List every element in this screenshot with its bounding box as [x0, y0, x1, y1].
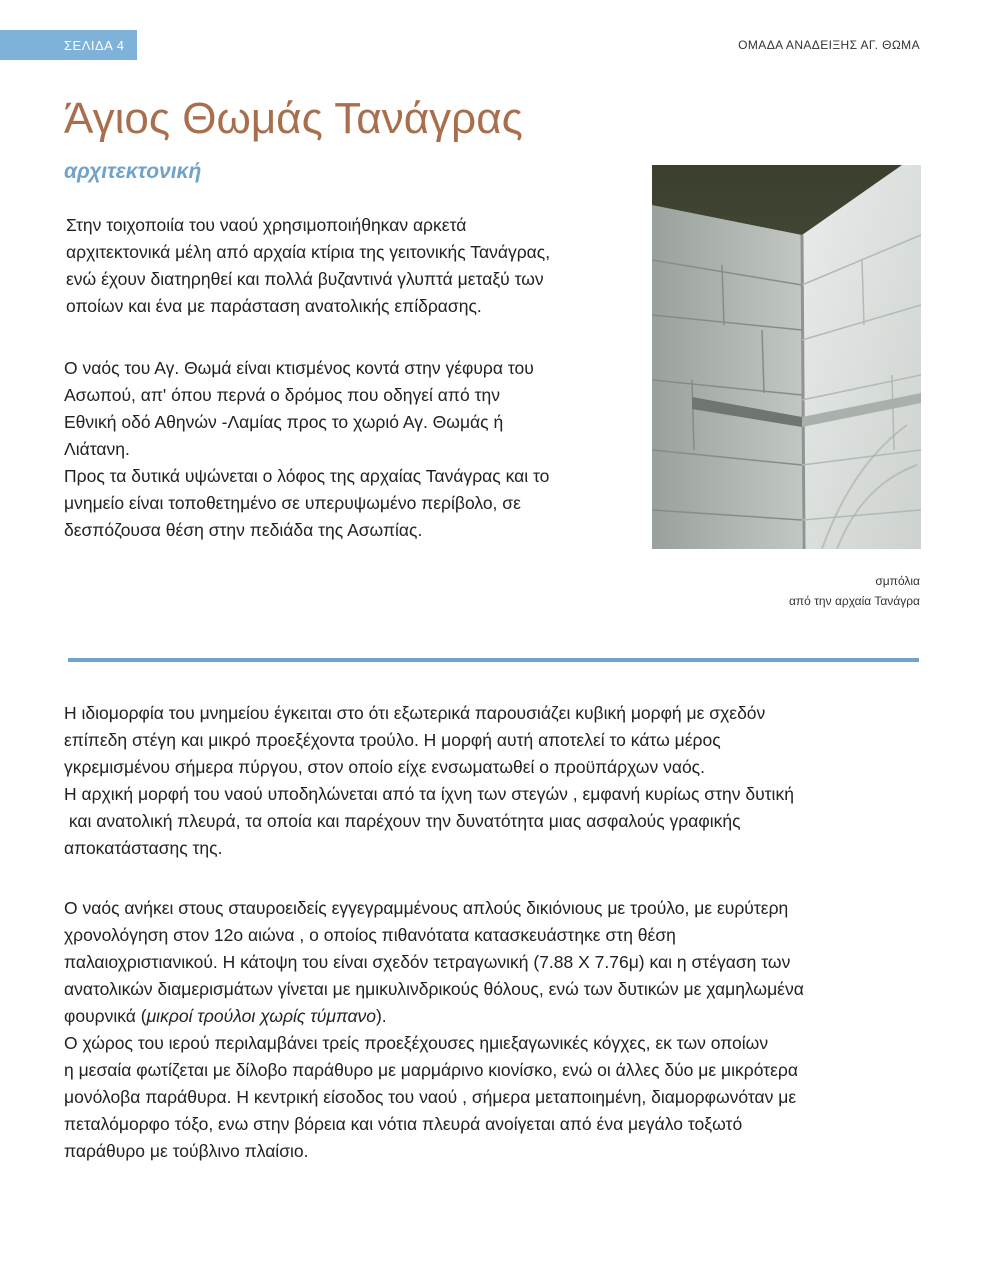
text-line: Ο ναός του Αγ. Θωμά είναι κτισμένος κοντά στην γέφυρα του	[64, 358, 534, 378]
typology-paragraph	[64, 895, 924, 1165]
text-line: οποίων και ένα με παράσταση ανατολικής επίδρασης.	[66, 296, 482, 316]
form-paragraph	[64, 700, 924, 862]
text-line: μνημείο είναι τοποθετημένο σε υπερυψωμένο περίβολο, σε	[64, 493, 521, 513]
section-divider	[68, 658, 919, 662]
text-line: Στην τοιχοποιία του ναού χρησιμοποιήθηκαν αρκετά	[66, 215, 467, 235]
text-fragment: φουρνικά (	[64, 1006, 147, 1026]
text-fragment: ).	[375, 1006, 387, 1026]
text-line: και ανατολική πλευρά, τα οποία και παρέχουν την δυνατότητα μιας ασφαλούς γραφικής	[64, 811, 741, 831]
text-line: μονόλοβα παράθυρα. Η κεντρική είσοδος του ναού , σήμερα μεταποιημένη, διαμορφωνόταν με	[64, 1087, 797, 1107]
text-line: Ο ναός ανήκει στους σταυροειδείς εγγεγραμμένους απλούς δικιόνιους με τρούλο, με ευρύτερη	[64, 898, 789, 918]
text-line: αποκατάστασης της.	[64, 838, 223, 858]
page-number-tab	[0, 30, 137, 60]
text-line: αρχιτεκτονικά μέλη από αρχαία κτίρια της γειτονικής Τανάγρας,	[66, 242, 551, 262]
italic-note: μικροί τρούλοι χωρίς τύμπανο	[146, 1006, 376, 1026]
text-line: δεσπόζουσα θέση στην πεδιάδα της Ασωπίας.	[64, 520, 423, 540]
page-number-label: ΣΕΛΙΔΑ 4	[64, 37, 125, 53]
text-line: Προς τα δυτικά υψώνεται ο λόφος της αρχαίας Τανάγρας και το	[64, 466, 550, 486]
text-line: παλαιοχριστιανικού. Η κάτοψη του είναι σχεδόν τετραγωνική (7.88 Χ 7.76μ) και η στέγαση των	[64, 952, 791, 972]
text-line: Η ιδιομορφία του μνημείου έγκειται στο ότι εξωτερικά παρουσιάζει κυβική μορφή με σχεδόν	[64, 703, 766, 723]
intro-paragraph	[66, 212, 626, 320]
caption-line: σμπόλια	[875, 574, 920, 588]
stone-wall-photo	[652, 165, 921, 549]
location-paragraph	[64, 355, 634, 544]
page-title: Άγιος Θωμάς Τανάγρας	[64, 94, 523, 143]
text-line: ανατολικών διαμερισμάτων γίνεται με ημικυλινδρικούς θόλους, ενώ των δυτικών με χαμηλωμένα	[64, 979, 804, 999]
text-line: Ασωπού, απ' όπου περνά ο δρόμος που οδηγεί από την	[64, 385, 500, 405]
caption-line: από την αρχαία Τανάγρα	[788, 594, 920, 608]
text-line: Εθνική οδό Αθηνών -Λαμίας προς το χωριό Αγ. Θωμάς ή	[64, 412, 504, 432]
section-subtitle: αρχιτεκτονική	[64, 160, 202, 183]
text-line: Λιάτανη.	[64, 439, 130, 459]
text-line: παράθυρο με τούβλινο πλαίσιο.	[64, 1141, 309, 1161]
header-group-name: ΟΜΑΔΑ ΑΝΑΔΕΙΞΗΣ ΑΓ. ΘΩΜΑ	[738, 38, 920, 52]
photo-caption	[789, 571, 920, 611]
text-line: γκρεμισμένου σήμερα πύργου, στον οποίο είχε ενσωματωθεί ο προϋπάρχων ναός.	[64, 757, 705, 777]
text-line: επίπεδη στέγη και μικρό προεξέχοντα τρούλο. Η μορφή αυτή αποτελεί το κάτω μέρος	[64, 730, 721, 750]
text-line: χρονολόγηση στον 12ο αιώνα , ο οποίος πιθανότατα κατασκευάστηκε στη θέση	[64, 925, 676, 945]
text-line: πεταλόμορφο τόξο, ενω στην βόρεια και νότια πλευρά ανοίγεται από ένα μεγάλο τοξωτό	[64, 1114, 743, 1134]
text-line: Η αρχική μορφή του ναού υποδηλώνεται από τα ίχνη των στεγών , εμφανή κυρίως στην δυτική	[64, 784, 794, 804]
text-line: ενώ έχουν διατηρηθεί και πολλά βυζαντινά γλυπτά μεταξύ των	[66, 269, 544, 289]
text-line: η μεσαία φωτίζεται με δίλοβο παράθυρο με μαρμάρινο κιονίσκο, ενώ οι άλλες δύο με μικρότερα	[64, 1060, 798, 1080]
text-line: Ο χώρος του ιερού περιλαμβάνει τρείς προεξέχουσες ημιεξαγωνικές κόγχες, εκ των οποίων	[64, 1033, 769, 1053]
